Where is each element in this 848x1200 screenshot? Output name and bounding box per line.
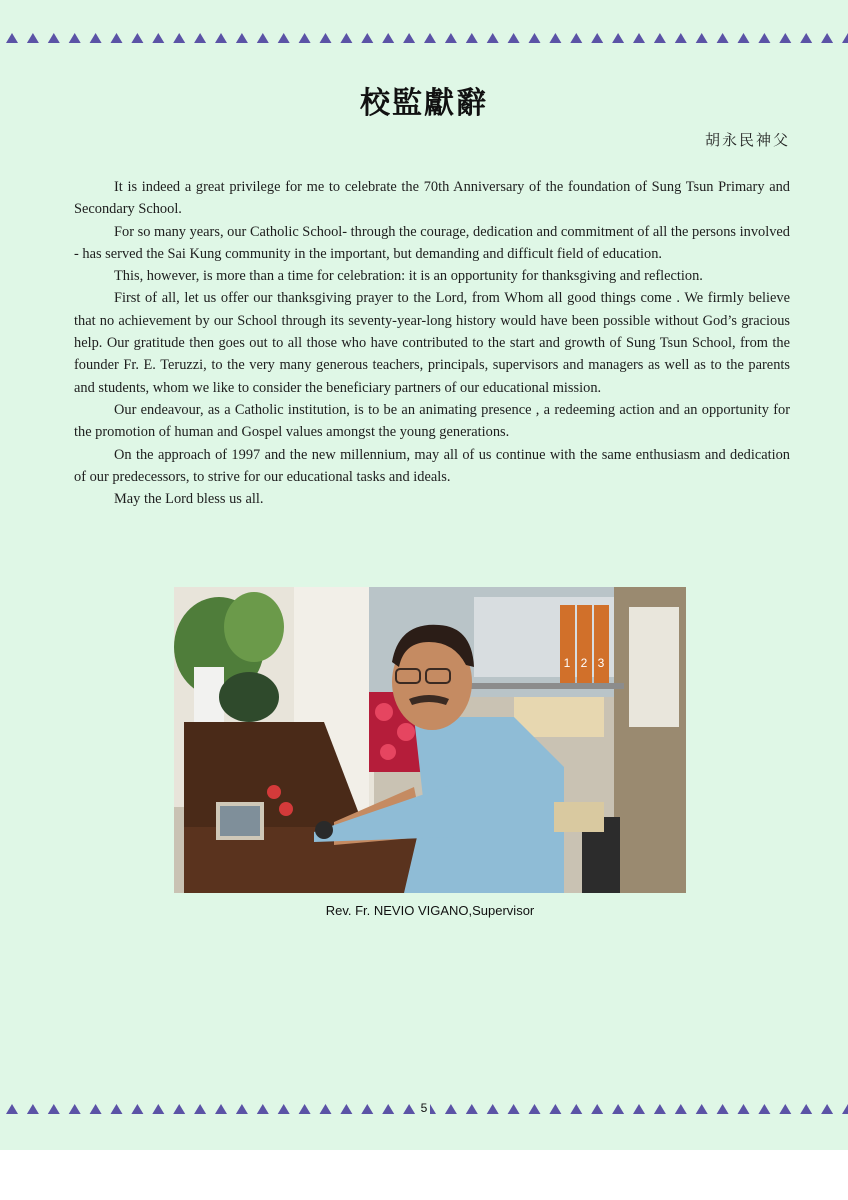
triangle-ornament [320,33,332,43]
triangle-ornament [445,33,457,43]
message-body [74,176,790,510]
page-number [0,1101,848,1115]
triangle-ornament [382,33,394,43]
paragraph: This, however, is more than a time for celebration: it is an opportunity for thanksgiving and reflection. [114,268,703,285]
triangle-ornament [487,33,499,43]
triangle-ornament [696,33,708,43]
paragraph: First of all, let us offer our thanksgiving prayer to the Lord, from Whom all good things come . We firmly believe that no achievement by our School through its seventy-year-long history would have been possible without God’s gracious help. Our gratitude then goes out to all those who have contributed to the start and growth of Sung Tsun School, from the founder Fr. E. Teruzzi, to the very many generous teachers, principals, supervisors and managers as well as to the parents and students, whom we like to consider the beneficiary partners of our educational mission. [74,290,790,396]
page-title: 校監獻辭 [360,86,488,121]
triangle-ornament [529,33,541,43]
triangle-ornament [152,33,164,43]
triangle-ornament [340,33,352,43]
book-spine-3: 3 [597,656,605,670]
paragraph: May the Lord bless us all. [114,491,264,508]
triangle-ornament [800,33,812,43]
book-spine-1: 1 [563,656,571,670]
book-spine-2: 2 [580,656,588,670]
triangle-ornament [570,33,582,43]
triangle-ornament [299,33,311,43]
page-number-text: 5 [418,1101,431,1115]
photo-caption: Rev. Fr. NEVIO VIGANO,Supervisor [325,903,535,918]
triangle-ornament [215,33,227,43]
paragraph: Our endeavour, as a Catholic institution, is to be an animating presence , a redeeming action and an opportunity for the promotion of human and Gospel values amongst the young generations. [74,401,790,441]
triangle-ornament [90,33,102,43]
triangle-ornament [194,33,206,43]
author-name: 胡永民神父 [704,131,790,149]
triangle-ornament [738,33,750,43]
triangle-ornament [27,33,39,43]
triangle-ornament [758,33,770,43]
triangle-ornament [111,33,123,43]
top-triangle-border [0,31,848,45]
triangle-ornament [6,33,18,43]
triangle-ornament [549,33,561,43]
paragraph: For so many years, our Catholic School- through the courage, dedication and commitment of all the persons involved - has served the Sai Kung community in the important, but demanding and difficult field of education. [74,223,790,262]
triangle-ornament [278,33,290,43]
triangle-ornament [69,33,81,43]
triangle-ornament [633,33,645,43]
triangle-ornament [361,33,373,43]
triangle-ornament [779,33,791,43]
triangle-ornament [675,33,687,43]
triangle-ornament [257,33,269,43]
triangle-ornament [591,33,603,43]
triangle-ornament [654,33,666,43]
triangle-ornament [842,33,848,43]
triangle-ornament [173,33,185,43]
paragraph: It is indeed a great privilege for me to celebrate the 70th Anniversary of the foundation of Sung Tsun Primary and Secondary School. [74,179,790,218]
triangle-ornament [612,33,624,43]
triangle-ornament [717,33,729,43]
triangle-ornament [48,33,60,43]
triangle-ornament [508,33,520,43]
paragraph: On the approach of 1997 and the new millennium, may all of us continue with the same enthusiasm and dedication of our predecessors, to strive for our educational tasks and ideals. [74,446,790,485]
supervisor-photo [174,587,686,893]
triangle-ornament [236,33,248,43]
triangle-ornament [466,33,478,43]
triangle-ornament [821,33,833,43]
triangle-ornament [424,33,436,43]
triangle-ornament [403,33,415,43]
triangle-ornament [131,33,143,43]
